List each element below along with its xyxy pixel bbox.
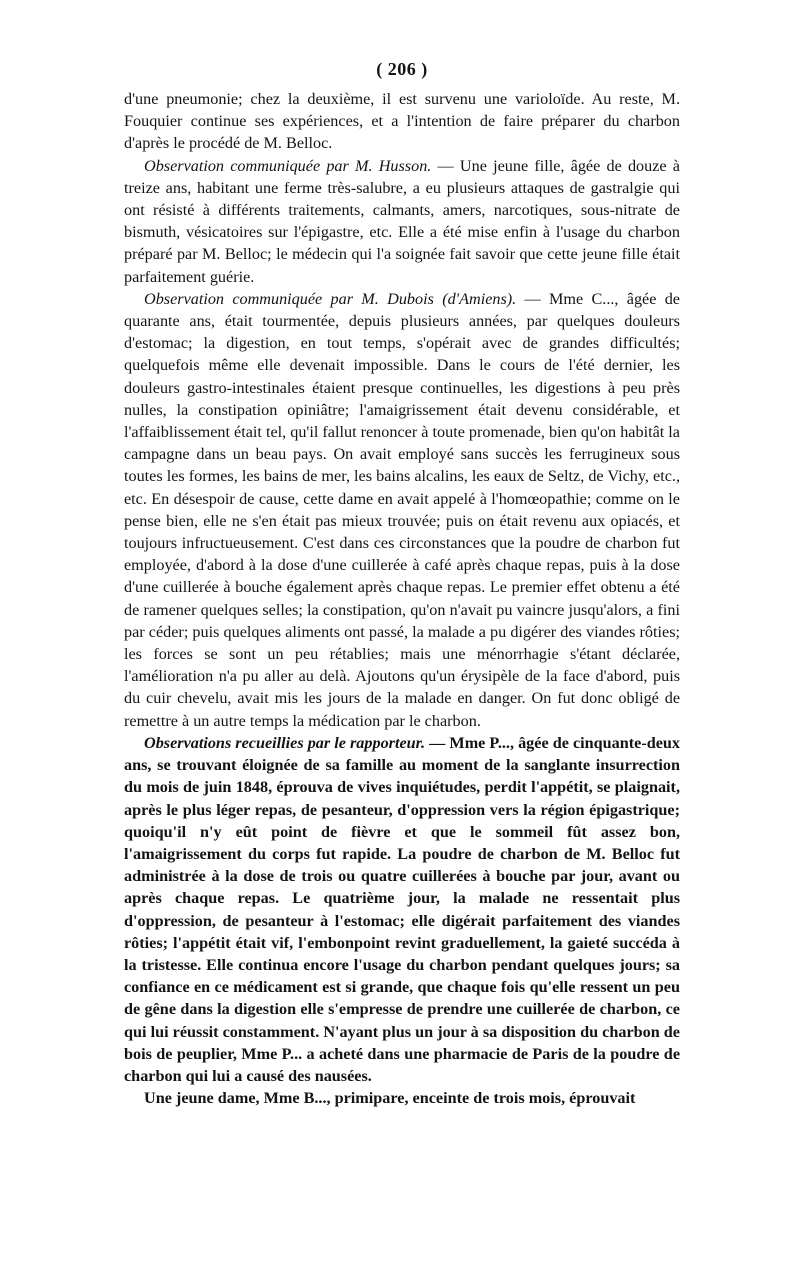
paragraph-text: — Mme P..., âgée de cinquante-deux ans, se trouvant éloignée de sa famille au moment de la sanglante insurrection du mois de juin 1848, éprouva de vives inquiétudes, perdit l'appétit, se plaignait, après le plus léger repas, de pesanteur, d'oppression vers la région épigastrique; quoiqu'il n'y eût point de fièvre et que le sommeil fût assez bon, l'amaigrissement du corps fut rapide. La poudre de charbon de M. Belloc fut administrée à la dose de trois ou quatre cuillerées à bouche par jour, avant ou après chaque repas. Le quatrième jour, la malade ne ressentait plus d'oppression, de pesanteur à l'estomac; elle digérait parfaitement des viandes rôties; l'appétit était vif, l'embonpoint revint graduellement, la gaieté succéda à la tristesse. Elle continua encore l'usage du charbon pendant quelques jours; sa confiance en ce médicament est si grande, que chaque fois qu'elle ressent un peu de gêne dans la digestion elle s'empresse de prendre une cuillerée de charbon, ce qui lui réussit constamment. N'ayant plus un jour à sa disposition du charbon de bois de peuplier, Mme P... a acheté dans une pharmacie de Paris de la poudre de charbon qui lui a causé des nausées. xyxy=(124,733,680,1085)
paragraph-lead: Observation communiquée par M. Dubois (d'Amiens). xyxy=(144,289,517,308)
paragraph-lead: Observation communiquée par M. Husson. xyxy=(144,156,432,175)
book-page xyxy=(124,56,680,1109)
paragraph-continuation xyxy=(124,88,680,155)
paragraph-observation-husson xyxy=(124,155,680,288)
paragraph-text: — Mme C..., âgée de quarante ans, était tourmentée, depuis plusieurs années, par quelques douleurs d'estomac; la digestion, en tout temps, s'opérait avec de grandes difficultés; quelquefois même elle devenait impossible. Dans le cours de l'été dernier, les douleurs gastro-intestinales étaient presque continuelles, les digestions à peu près nulles, la constipation opiniâtre; l'amaigrissement était devenu considérable, et l'affaiblissement était tel, qu'il fallut renoncer à toute promenade, bien qu'on habitât la campagne dans un beau pays. On avait employé sans succès les ferrugineux sous toutes les formes, les bains de mer, les bains alcalins, les eaux de Seltz, de Vichy, etc., etc. En désespoir de cause, cette dame en avait appelé à l'homœopathie; comme on le pense bien, elle ne s'en était pas mieux trouvée; puis on était revenu aux opiacés, et toujours infructueusement. C'est dans ces circonstances que la poudre de charbon fut employée, d'abord à la dose d'une cuillerée à café après chaque repas, puis à la dose d'une cuillerée à bouche également après chaque repas. Le premier effet obtenu a été de ramener quelques selles; la constipation, qu'on n'avait pu vaincre jusqu'alors, a fini par céder; puis quelques aliments ont passé, la malade a pu digérer des viandes rôties; les forces se sont un peu rétablies; mais une ménorrhagie s'étant déclarée, l'amélioration n'a pu aller au delà. Ajoutons qu'un érysipèle de la face d'abord, puis du cuir chevelu, avait mis les jours de la malade en danger. On fut donc obligé de remettre à un autre temps la médication par le charbon. xyxy=(124,289,680,730)
paragraph-observation-dubois xyxy=(124,288,680,732)
paragraph-jeune-dame xyxy=(124,1087,680,1109)
page-number: ( 206 ) xyxy=(376,59,428,79)
paragraph-lead: Observations recueillies par le rapporteur. xyxy=(144,733,426,752)
paragraph-text: — Une jeune fille, âgée de douze à treize ans, habitant une ferme très-salubre, a eu plusieurs attaques de gastralgie qui ont résisté à différents traitements, calmants, amers, narcotiques, sous-nitrate de bismuth, vésicatoires sur l'épigastre, etc. Elle a été mise enfin à l'usage du charbon préparé par M. Belloc; le médecin qui l'a soignée fait savoir que cette jeune fille était parfaitement guérie. xyxy=(124,156,680,286)
paragraph-text: d'une pneumonie; chez la deuxième, il est survenu une varioloïde. Au reste, M. Fouquier continue ses expériences, et a l'intention de faire préparer du charbon d'après le procédé de M. Belloc. xyxy=(124,90,680,153)
paragraph-observation-rapporteur xyxy=(124,732,680,1087)
paragraph-text: Une jeune dame, Mme B..., primipare, enceinte de trois mois, éprouvait xyxy=(144,1089,636,1108)
